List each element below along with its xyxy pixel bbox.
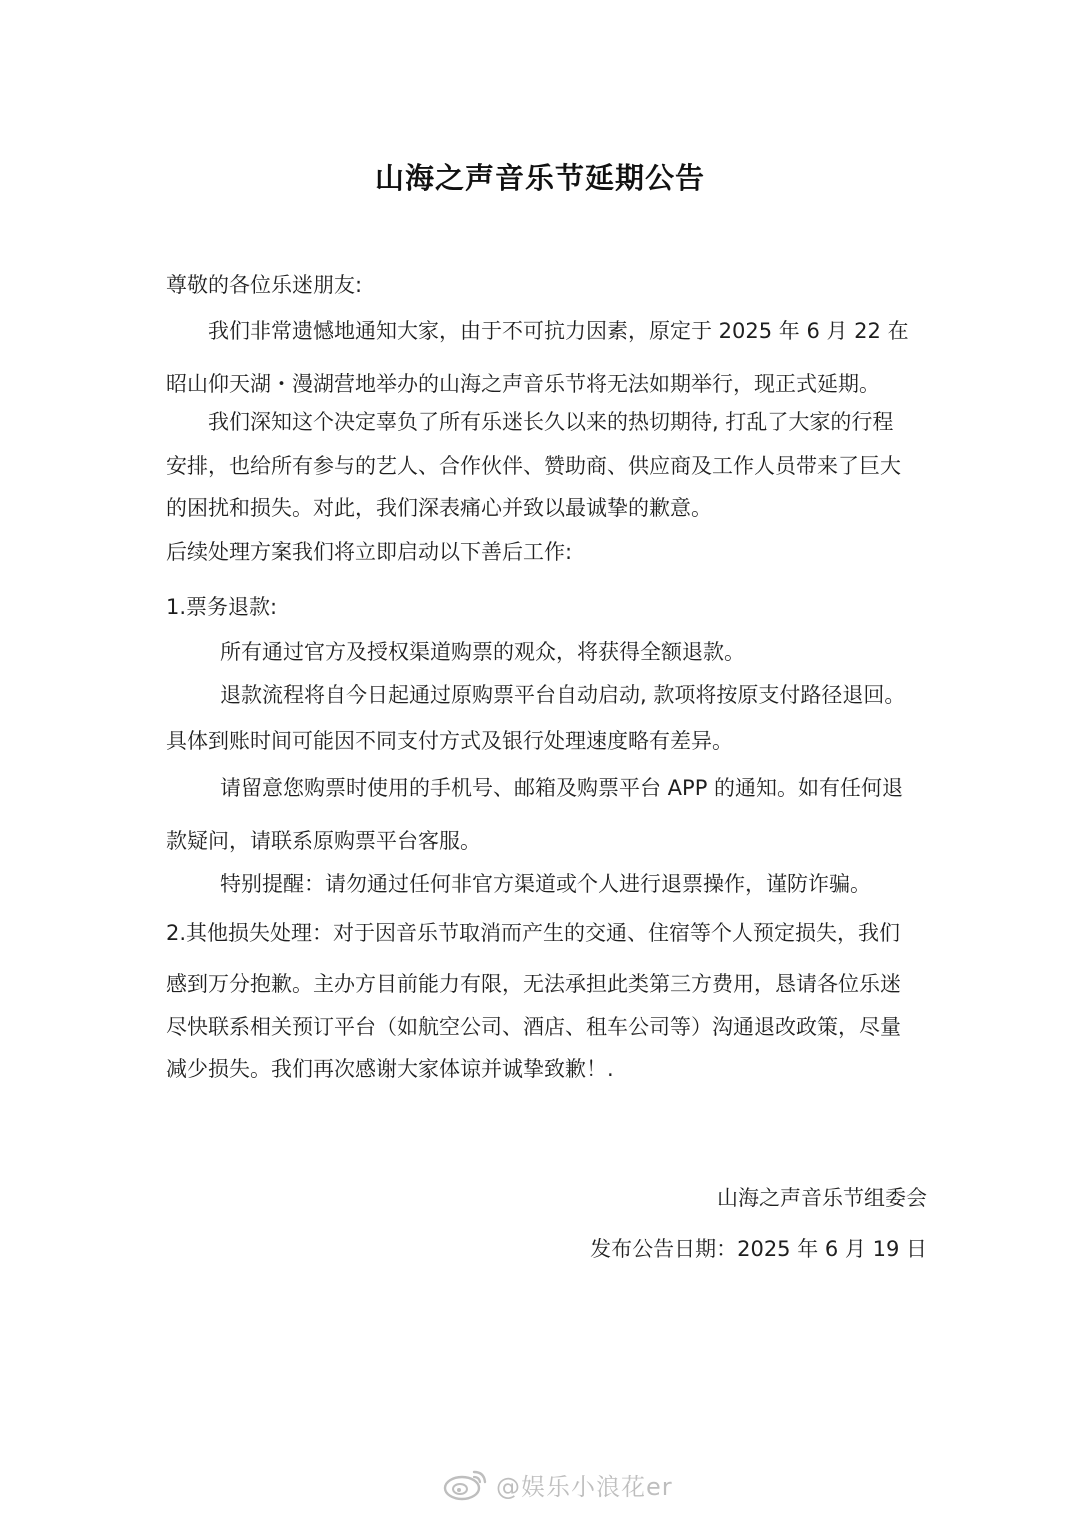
para1-line-1: 我们非常遗憾地通知大家，由于不可抗力因素，原定于 2025 年 6 月 22 在: [208, 319, 909, 343]
section1-heading: 1.票务退款:: [166, 595, 278, 619]
watermark-text: @娱乐小浪花er: [496, 1472, 673, 1501]
followup-line: 后续处理方案我们将立即启动以下善后工作:: [166, 540, 573, 564]
para2-line-1: 我们深知这个决定辜负了所有乐迷长久以来的热切期待, 打乱了大家的行程: [208, 410, 894, 434]
section2-line-3: 尽快联系相关预订平台（如航空公司、酒店、租车公司等）沟通退改政策，尽量: [166, 1015, 901, 1039]
section2-line-4: 减少损失。我们再次感谢大家体谅并诚挚致歉！.: [166, 1057, 614, 1081]
para2-line-3: 的困扰和损失。对此，我们深表痛心并致以最诚挚的歉意。: [166, 496, 712, 520]
watermark: [440, 1464, 673, 1504]
section1-item-1: 所有通过官方及授权渠道购票的观众，将获得全额退款。: [220, 640, 745, 664]
para2-line-2: 安排，也给所有参与的艺人、合作伙伴、赞助商、供应商及工作人员带来了巨大: [166, 454, 901, 478]
section1-item-6: 特别提醒：请勿通过任何非官方渠道或个人进行退票操作，谨防诈骗。: [220, 872, 871, 896]
announcement-title: 山海之声音乐节延期公告: [374, 161, 705, 195]
section2-line-1: 2.其他损失处理：对于因音乐节取消而产生的交通、住宿等个人预定损失，我们: [166, 921, 901, 945]
section1-item-4: 请留意您购票时使用的手机号、邮箱及购票平台 APP 的通知。如有任何退: [220, 776, 904, 800]
section1-item-5: 款疑问，请联系原购票平台客服。: [166, 829, 481, 853]
section1-item-2: 退款流程将自今日起通过原购票平台自动启动, 款项将按原支付路径退回。: [220, 683, 906, 707]
signature: 山海之声音乐节组委会: [717, 1186, 927, 1210]
publish-date: 发布公告日期：2025 年 6 月 19 日: [590, 1237, 927, 1261]
section2-line-2: 感到万分抱歉。主办方目前能力有限，无法承担此类第三方费用，恳请各位乐迷: [166, 972, 901, 996]
para1-line-2: 昭山仰天湖・漫湖营地举办的山海之声音乐节将无法如期举行，现正式延期。: [166, 372, 880, 396]
weibo-logo-icon: [440, 1466, 492, 1502]
salutation: 尊敬的各位乐迷朋友:: [166, 273, 363, 297]
section1-item-3: 具体到账时间可能因不同支付方式及银行处理速度略有差异。: [166, 729, 733, 753]
